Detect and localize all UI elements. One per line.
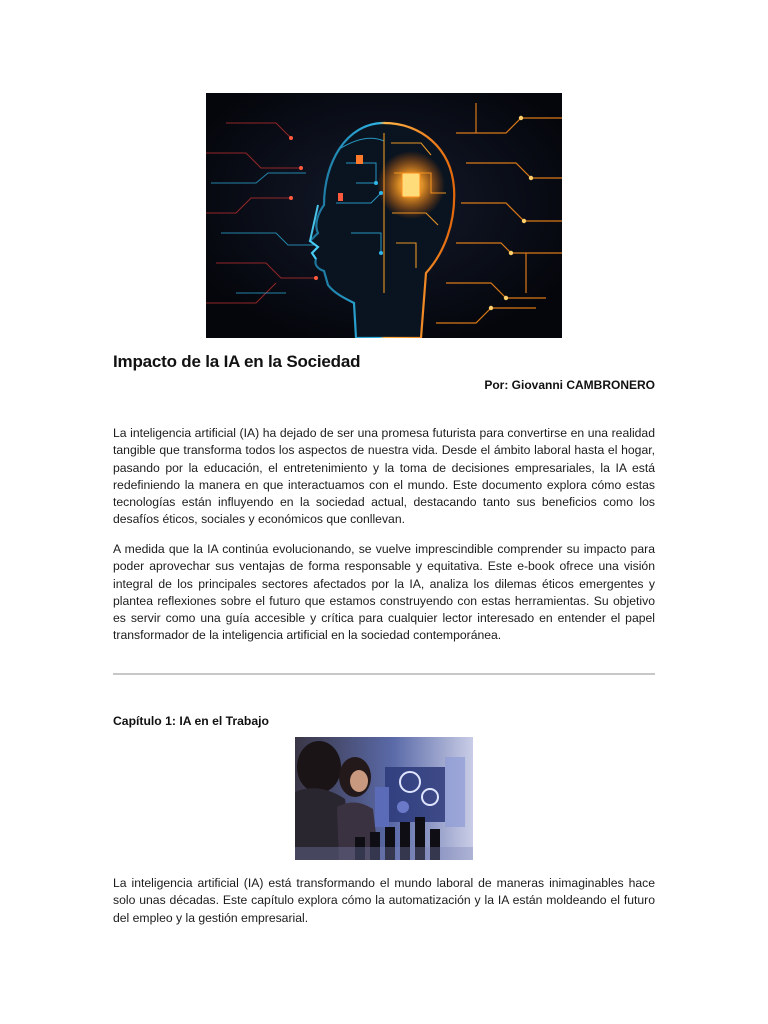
page-title: Impacto de la IA en la Sociedad bbox=[113, 352, 361, 371]
section-divider bbox=[113, 673, 655, 675]
chapter-paragraph: La inteligencia artificial (IA) está transformando el mundo laboral de maneras inimaginables hace solo unas décadas. Este capítulo explora cómo la automatización y la IA están moldeando el futuro del empleo y la gestión empresarial. bbox=[113, 876, 655, 925]
ai-brain-illustration bbox=[206, 93, 562, 338]
intro-paragraph-1: La inteligencia artificial (IA) ha dejado de ser una promesa futurista para convertirse en una realidad tangible que transforma todos los aspectos de nuestra vida. Desde el ámbito laboral hasta el hogar, pasando por la educación, el entretenimiento y la toma de decisiones empresariales, la IA está redefiniendo la manera en que interactuamos con el mundo. Este documento explora cómo estas tecnologías están influyendo en la sociedad actual, destacando tanto sus beneficios como los desafíos éticos, sociales y económicos que conllevan. bbox=[113, 426, 655, 527]
chapter-heading: Capítulo 1: IA en el Trabajo bbox=[113, 714, 269, 728]
intro-paragraph-2: A medida que la IA continúa evolucionando, se vuelve imprescindible comprender su impacto para poder aprovechar sus ventajas de forma responsable y equitativa. Este e-book ofrece una visión integral de los principales sectores afectados por la IA, analiza los dilemas éticos emergentes y plantea reflexiones sobre el futuro que estamos construyendo con estas herramientas. Su objetivo es servir como una guía accesible y crítica para cualquier lector interesado en entender el papel transformador de la inteligencia artificial en la sociedad contemporánea. bbox=[113, 542, 655, 643]
workers-automation-photo bbox=[295, 737, 473, 860]
hero-image bbox=[206, 93, 562, 338]
chapter-image bbox=[295, 737, 473, 860]
author-byline: Por: Giovanni CAMBRONERO bbox=[484, 378, 655, 392]
